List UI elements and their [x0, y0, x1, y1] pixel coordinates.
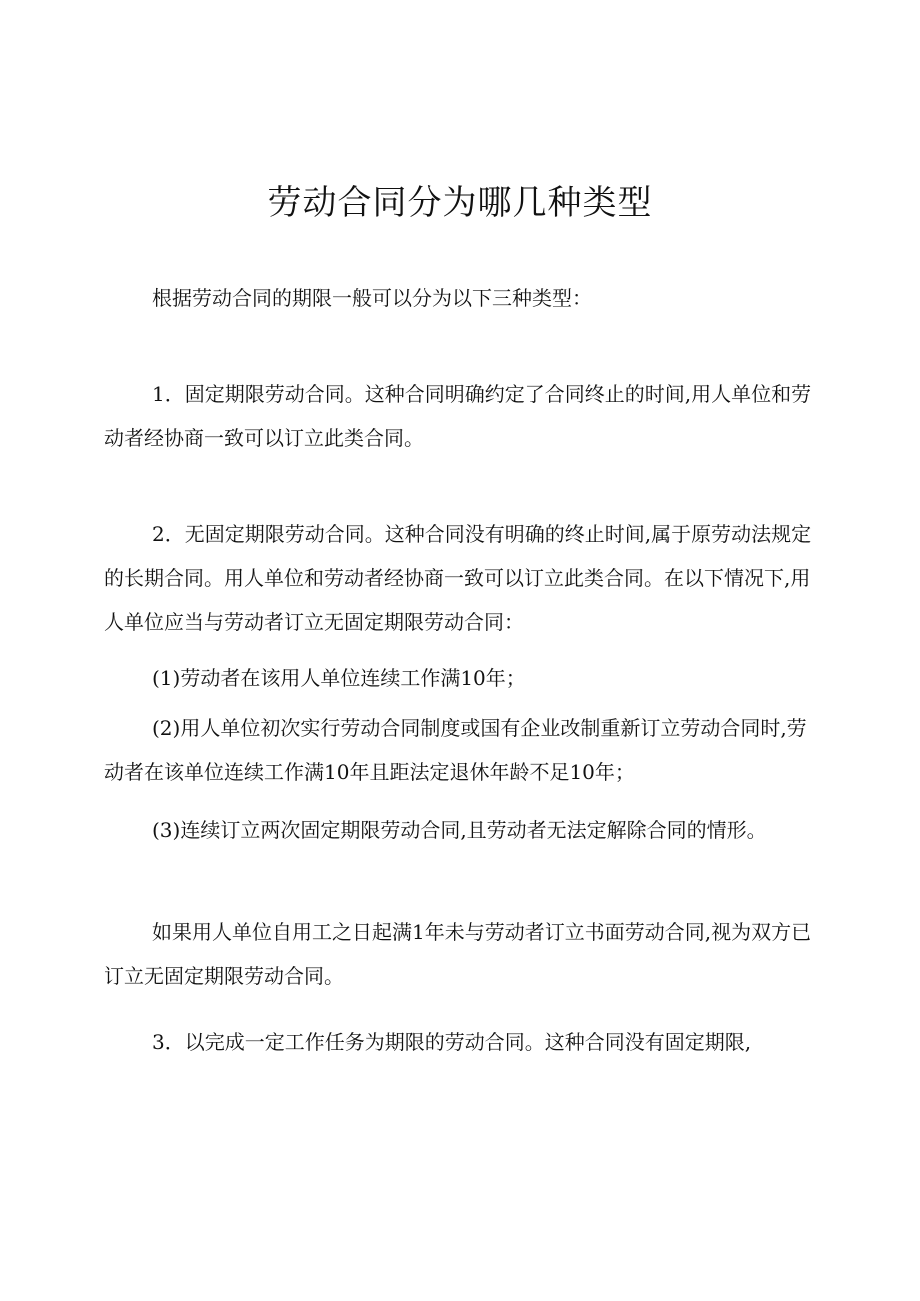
intro-paragraph: 根据劳动合同的期限一般可以分为以下三种类型： — [152, 286, 592, 310]
sub-item-3: (3)连续订立两次固定期限劳动合同,且劳动者无法定解除合同的情形。 — [152, 818, 767, 842]
page-title: 劳动合同分为哪几种类型 — [267, 183, 653, 223]
item-3-paragraph: 3．以完成一定工作任务为期限的劳动合同。这种合同没有固定期限, — [152, 1030, 752, 1054]
sub-item-1: (1)劳动者在该用人单位连续工作满10年； — [152, 666, 526, 690]
sub-item-2: (2)用人单位初次实行劳动合同制度或国有企业改制重新订立劳动合同时,劳动者在该单位连续工作满10年且距法定退休年龄不足10年； — [104, 716, 807, 784]
item-2-paragraph: 2．无固定期限劳动合同。这种合同没有明确的终止时间,属于原劳动法规定的长期合同。用人单位和劳动者经协商一致可以订立此类合同。在以下情况下,用人单位应当与劳动者订立无固定期限劳动合同： — [104, 522, 812, 634]
note-paragraph: 如果用人单位自用工之日起满1年未与劳动者订立书面劳动合同,视为双方已订立无固定期限劳动合同。 — [104, 920, 812, 988]
item-1-paragraph: 1．固定期限劳动合同。这种合同明确约定了合同终止的时间,用人单位和劳动者经协商一致可以订立此类合同。 — [104, 382, 812, 450]
